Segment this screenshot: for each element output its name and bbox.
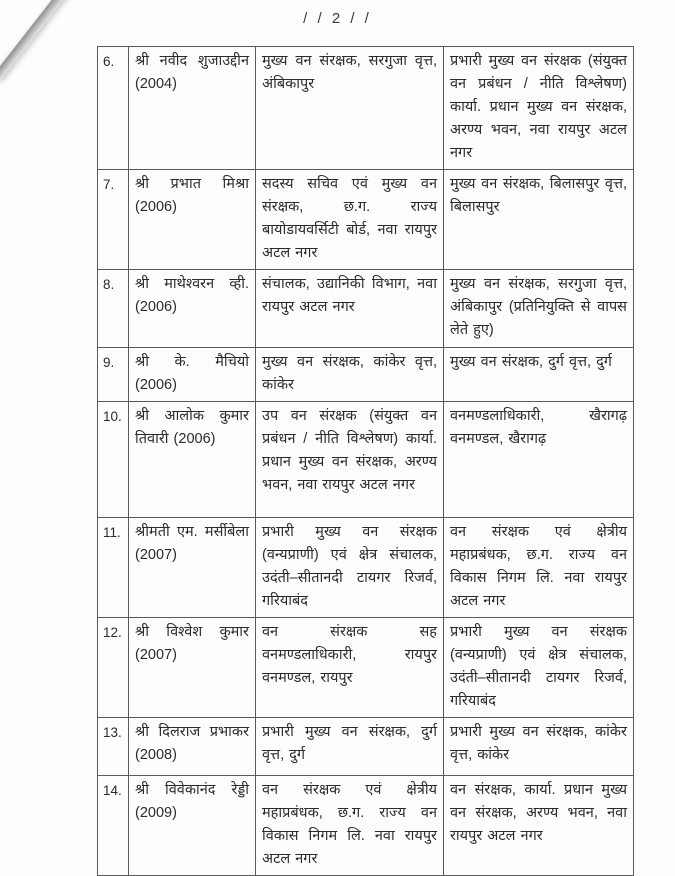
current-posting-cell: संचालक, उद्यानिकी विभाग, नवा रायपुर अटल नगर [256,270,444,348]
table-row [98,47,634,170]
new-posting-cell: प्रभारी मुख्य वन संरक्षक (वन्यप्राणी) एवं क्षेत्र संचालक, उदंती–सीतानदी टायगर रिजर्व, गरियाबंद [444,618,634,718]
table-row [98,270,634,348]
table-row [98,618,634,718]
serial-number-cell: 9. [98,348,129,402]
serial-number-cell: 6. [98,47,129,170]
serial-number-cell: 13. [98,718,129,776]
current-posting-cell: मुख्य वन संरक्षक, सरगुजा वृत्त, अंबिकापुर [256,47,444,170]
current-posting-cell: वन संरक्षक सह वनमण्डलाधिकारी, रायपुर वनमण्डल, रायपुर [256,618,444,718]
table-row [98,776,634,876]
new-posting-cell: मुख्य वन संरक्षक, बिलासपुर वृत्त, बिलासपुर [444,170,634,270]
table-row [98,718,634,776]
current-posting-cell: प्रभारी मुख्य वन संरक्षक (वन्यप्राणी) एवं क्षेत्र संचालक, उदंती–सीतानदी टायगर रिजर्व, गरियाबंद [256,518,444,618]
new-posting-cell: मुख्य वन संरक्षक, दुर्ग वृत्त, दुर्ग [444,348,634,402]
current-posting-cell: वन संरक्षक एवं क्षेत्रीय महाप्रबंधक, छ.ग. राज्य वन विकास निगम लि. नवा रायपुर अटल नगर [256,776,444,876]
new-posting-cell: वन संरक्षक एवं क्षेत्रीय महाप्रबंधक, छ.ग. राज्य वन विकास निगम लि. नवा रायपुर अटल नगर [444,518,634,618]
serial-number-cell: 10. [98,402,129,518]
postings-table-body [98,47,634,876]
officer-name-cell: श्रीमती एम. मर्सीबेला (2007) [129,518,256,618]
officer-name-cell: श्री माथेश्वरन व्ही. (2006) [129,270,256,348]
current-posting-cell: प्रभारी मुख्य वन संरक्षक, दुर्ग वृत्त, दुर्ग [256,718,444,776]
serial-number-cell: 14. [98,776,129,876]
current-posting-cell: मुख्य वन संरक्षक, कांकेर वृत्त, कांकेर [256,348,444,402]
officer-name-cell: श्री दिलराज प्रभाकर (2008) [129,718,256,776]
table-row [98,348,634,402]
officer-name-cell: श्री विश्वेश कुमार (2007) [129,618,256,718]
new-posting-cell: वन संरक्षक, कार्या. प्रधान मुख्य वन संरक्षक, अरण्य भवन, नवा रायपुर अटल नगर [444,776,634,876]
new-posting-cell: प्रभारी मुख्य वन संरक्षक, कांकेर वृत्त, कांकेर [444,718,634,776]
serial-number-cell: 12. [98,618,129,718]
officer-name-cell: श्री प्रभात मिश्रा (2006) [129,170,256,270]
officer-name-cell: श्री आलोक कुमार तिवारी (2006) [129,402,256,518]
serial-number-cell: 7. [98,170,129,270]
officer-name-cell: श्री के. मैचियो (2006) [129,348,256,402]
page-number-header: / / 2 / / [303,10,372,27]
serial-number-cell: 11. [98,518,129,618]
current-posting-cell: उप वन संरक्षक (संयुक्त वन प्रबंधन / नीति विश्लेषण) कार्या. प्रधान मुख्य वन संरक्षक, अरण्य भवन, नवा रायपुर अटल नगर [256,402,444,518]
new-posting-cell: वनमण्डलाधिकारी, खैरागढ़ वनमण्डल, खैरागढ़ [444,402,634,518]
current-posting-cell: सदस्य सचिव एवं मुख्य वन संरक्षक, छ.ग. राज्य बायोडायवर्सिटी बोर्ड, नवा रायपुर अटल नगर [256,170,444,270]
officer-name-cell: श्री नवीद शुजाउद्दीन (2004) [129,47,256,170]
new-posting-cell: प्रभारी मुख्य वन संरक्षक (संयुक्त वन प्रबंधन / नीति विश्लेषण) कार्या. प्रधान मुख्य वन संरक्षक, अरण्य भवन, नवा रायपुर अटल नगर [444,47,634,170]
table-row [98,518,634,618]
table-row [98,402,634,518]
table-row [98,170,634,270]
officer-postings-table [97,46,634,876]
new-posting-cell: मुख्य वन संरक्षक, सरगुजा वृत्त, अंबिकापुर (प्रतिनियुक्ति से वापस लेते हुए) [444,270,634,348]
officer-name-cell: श्री विवेकानंद रेड्डी (2009) [129,776,256,876]
serial-number-cell: 8. [98,270,129,348]
